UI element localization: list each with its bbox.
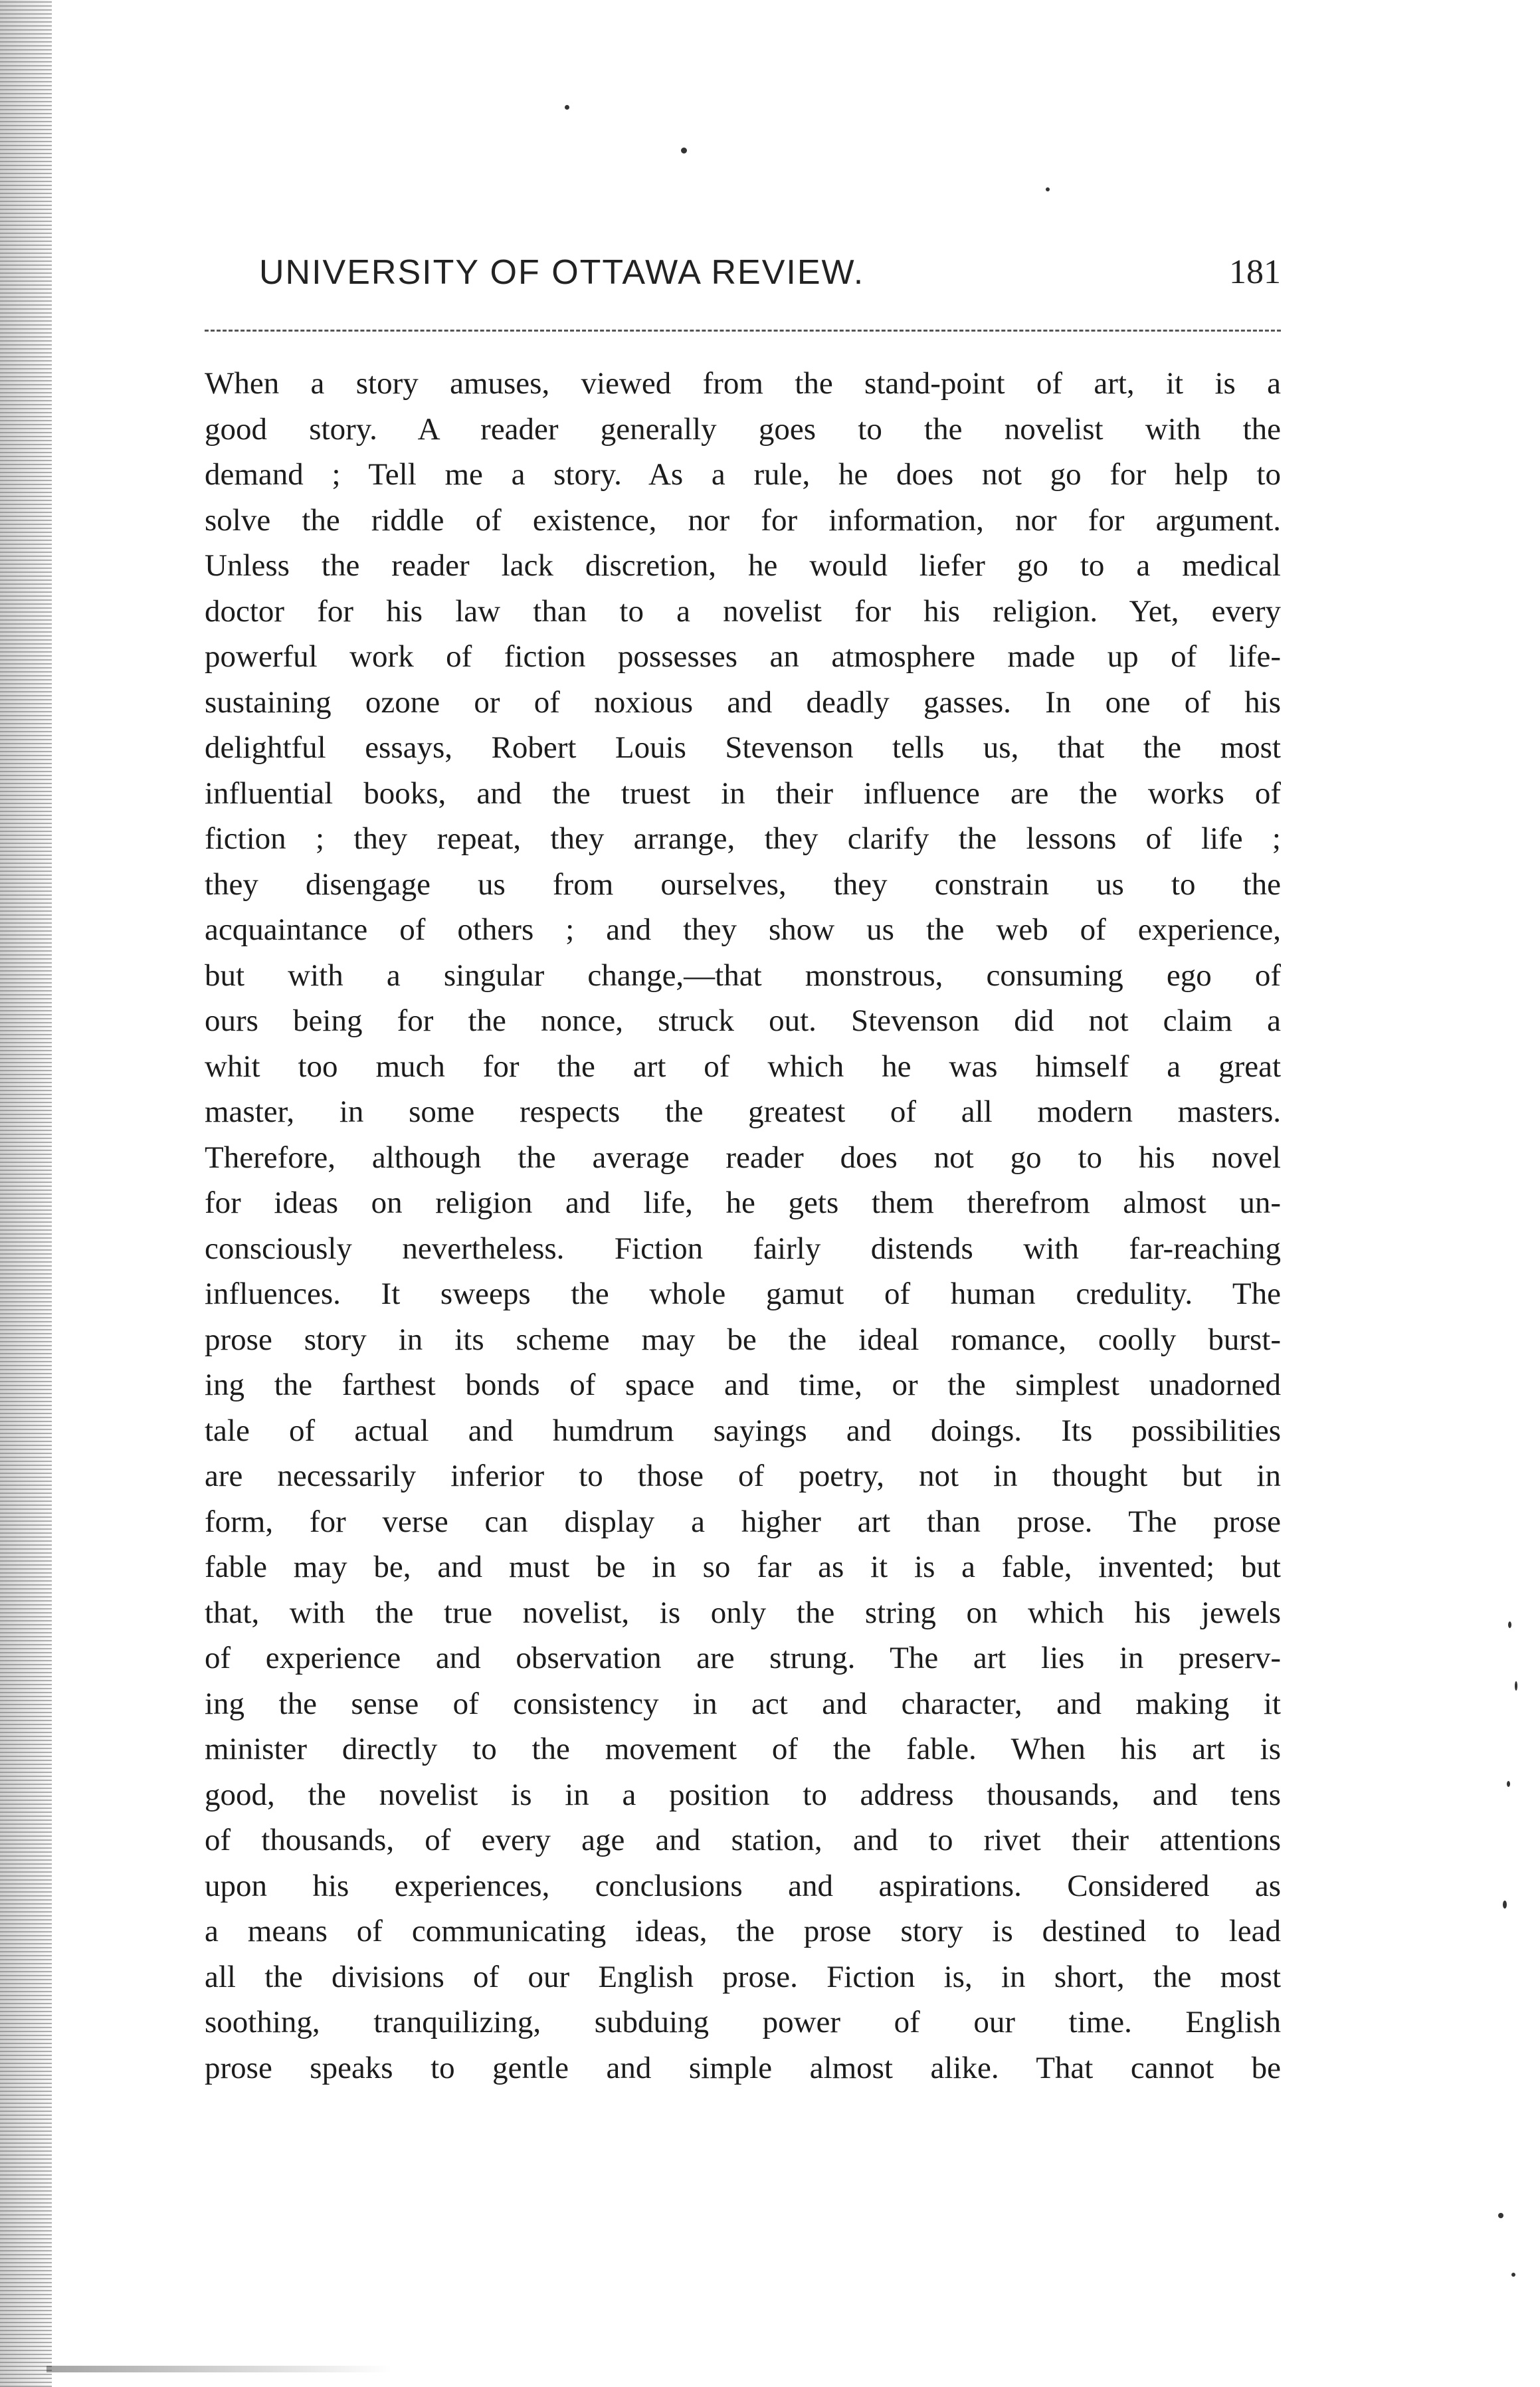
text-line: that, with the true novelist, is only the string on which his jewels (205, 1595, 1281, 1630)
text-line: a means of communicating ideas, the prose story is destined to lead (205, 1914, 1281, 1948)
text-line: minister directly to the movement of the fable. When his art is (205, 1732, 1281, 1766)
scan-speck (1511, 2273, 1515, 2277)
scan-speck (1507, 1781, 1510, 1787)
body-text (205, 361, 1281, 2091)
text-line: acquaintance of others ; and they show us the web of experience, (205, 912, 1281, 947)
text-line: demand ; Tell me a story. As a rule, he does not go for help to (205, 457, 1281, 492)
text-line: they disengage us from ourselves, they constrain us to the (205, 867, 1281, 902)
text-line: are necessarily inferior to those of poetry, not in thought but in (205, 1459, 1281, 1493)
header-rule (205, 330, 1281, 332)
text-line: soothing, tranquilizing, subduing power of our time. English (205, 2005, 1281, 2039)
text-line: fable may be, and must be in so far as it is a fable, invented; but (205, 1550, 1281, 1584)
text-line: good, the novelist is in a position to address thousands, and tens (205, 1777, 1281, 1812)
text-line: ing the sense of consistency in act and character, and making it (205, 1686, 1281, 1721)
scan-speck (565, 105, 569, 110)
book-page (205, 253, 1281, 2091)
scan-speck (1503, 1901, 1507, 1909)
text-line: influential books, and the truest in their influence are the works of (205, 776, 1281, 811)
text-line: of experience and observation are strung. The art lies in preserv- (205, 1641, 1281, 1675)
text-line: whit too much for the art of which he was himself a great (205, 1049, 1281, 1084)
text-line: When a story amuses, viewed from the stand-point of art, it is a (205, 366, 1281, 401)
text-line: doctor for his law than to a novelist for his religion. Yet, every (205, 593, 1281, 629)
text-line: master, in some respects the greatest of all modern masters. (205, 1094, 1281, 1129)
text-line: sustaining ozone or of noxious and deadly gasses. In one of his (205, 684, 1281, 720)
scan-speck (681, 148, 687, 154)
text-line: Therefore, although the average reader does not go to his novel (205, 1140, 1281, 1175)
text-line: prose speaks to gentle and simple almost alike. That cannot be (205, 2050, 1281, 2085)
scanned-binding-edge (0, 0, 52, 2387)
text-line: Unless the reader lack discretion, he would liefer go to a medical (205, 548, 1281, 583)
text-line: form, for verse can display a higher art than prose. The prose (205, 1504, 1281, 1539)
text-line: of thousands, of every age and station, and to rivet their attentions (205, 1823, 1281, 1857)
running-head (205, 253, 1281, 306)
scan-speck (1498, 2213, 1503, 2218)
text-line: tale of actual and humdrum sayings and doings. Its possibilities (205, 1413, 1281, 1448)
text-line: consciously nevertheless. Fiction fairly distends with far-reaching (205, 1231, 1281, 1266)
text-line: for ideas on religion and life, he gets them therefrom almost un- (205, 1186, 1281, 1220)
text-line: upon his experiences, conclusions and aspirations. Considered as (205, 1868, 1281, 1903)
running-title: UNIVERSITY OF OTTAWA REVIEW. (259, 253, 865, 292)
text-line: all the divisions of our English prose. Fiction is, in short, the most (205, 1959, 1281, 1994)
text-line: powerful work of fiction possesses an atmosphere made up of life- (205, 639, 1281, 674)
text-line: prose story in its scheme may be the ideal romance, coolly burst- (205, 1322, 1281, 1357)
text-line: influences. It sweeps the whole gamut of human credulity. The (205, 1277, 1281, 1311)
text-line: but with a singular change,—that monstrous, consuming ego of (205, 958, 1281, 993)
text-line: ing the farthest bonds of space and time, or the simplest unadorned (205, 1368, 1281, 1402)
text-line: solve the riddle of existence, nor for information, nor for argument. (205, 502, 1281, 538)
text-line: good story. A reader generally goes to the novelist with the (205, 411, 1281, 447)
scanned-binding-smudge (47, 2366, 392, 2372)
scan-speck (1508, 1621, 1511, 1628)
scan-speck (1046, 187, 1050, 191)
text-line: fiction ; they repeat, they arrange, they clarify the lessons of life ; (205, 821, 1281, 856)
scan-speck (1515, 1681, 1517, 1691)
text-line: ours being for the nonce, struck out. Stevenson did not claim a (205, 1003, 1281, 1038)
page-number: 181 (1229, 253, 1281, 291)
text-line: delightful essays, Robert Louis Stevenson tells us, that the most (205, 730, 1281, 765)
